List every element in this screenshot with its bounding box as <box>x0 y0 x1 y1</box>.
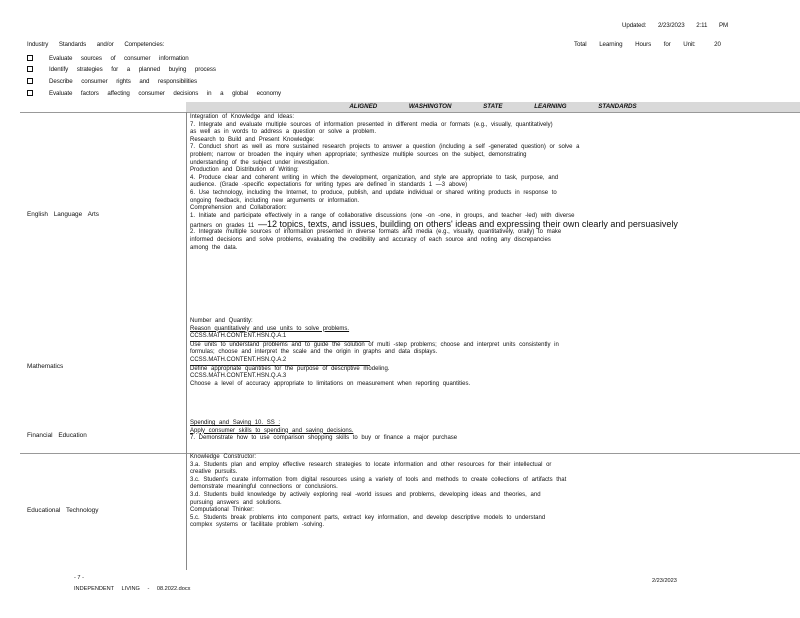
subject-edtech: Educational Technology <box>27 507 99 514</box>
page-title: Industry Standards and/or Competencies: <box>27 41 165 48</box>
bullet-box-icon <box>27 90 33 96</box>
edtech-standards: Knowledge Constructor: 3.a. Students plan and employ effective research strategies to locate information and other resources for their intellectual or creative pursuits. 3.c. Student's curate information from digital resources using a variety of tools and methods to create collections of artifacts that demonstrate meaningful connections or conclusions. 3.d. Students build knowledge by actively exploring real -world issues and problems, developing ideas and theories, and pursuing answers and solutions. Computational Thinker: 5.c. Students break problems into component parts, extract key information, and develop descriptive models to understand complex systems or facilitate problem -solving. <box>190 454 567 529</box>
footer-date: 2/23/2023 <box>652 578 677 584</box>
financial-standards: Spending and Saving 10. SS : Apply consumer skills to spending and saving decisions. 7. Demonstrate how to use comparison shopping skills to buy or finance a major purchase <box>190 420 458 442</box>
updated-date: 2/23/2023 <box>657 22 685 29</box>
subject-math: Mathematics <box>27 363 64 370</box>
ela-standards: Integration of Knowledge and Ideas: 7. Integrate and evaluate multiple sources of information presented in different media or formats (e.g., visually, quantitatively) as well as in words to address a question or solve a problem. Research to Build and Present Knowledge: 7. Conduct short as well as more sustained research projects to answer a question (including a self -generated question) or solve a problem; narrow or broaden the inquiry when appropriate; synthesize multiple sources on the subject, demonstrating understanding of the subject under investigation. Production and Distribution of Writing: 4. Produce clear and coherent writing in which the development, organization, and style are appropriate to task, purpose, and audience. (Grade -specific expectations for writing types are defined in standards 1 —3 above) 6. Use technology, including the Internet, to produce, publish, and update individual or shared writing products in response to ongoing feedback, including new arguments or information. Comprehension and Collaboration: 1. Initiate and participate effectively in a range of collaborative discussions (one -on -one, in groups, and teacher -led) with diverse partners on grades 11 —12 topics, texts, and issues, building on others' ideas and expressing their own clearly and persuasively 2. Integrate multiple sources of information presented in diverse formats and media (e.g., visually, quantitatively, orally) to make informed decisions and solve problems, evaluating the credibility and accuracy of each source and noting any discrepancies among the data. <box>190 114 678 251</box>
competency-item: Identify strategies for a planned buying process <box>27 66 216 73</box>
math-standards: Number and Quantity: Reason quantitatively and use units to solve problems. CCSS.MATH.CONTENT.HSN.Q.A.1 Use units to understand problems and to guide the solution of multi -step problems; choose and interpret units consistently in formulas; choose and interpret the scale and the origin in graphs and data displays. CCSS.MATH.CONTENT.HSN.Q.A.2 Define appropriate quantities for the purpose of descriptive modeling. CCSS.MATH.CONTENT.HSN.Q.A.3 Choose a level of accuracy appropriate to limitations on measurement when reporting quantities. <box>190 318 559 387</box>
column-divider <box>186 112 187 570</box>
updated-label: Updated: <box>622 22 647 29</box>
updated-time: 2:11 PM <box>696 22 729 29</box>
competency-item: Evaluate factors affecting consumer decisions in a global economy <box>27 90 281 97</box>
standards-banner: ALIGNED WASHINGTON STATE LEARNING STANDARDS <box>186 102 800 112</box>
footer-filename: INDEPENDENT LIVING - 08.2022.docx <box>74 586 191 592</box>
competency-item: Describe consumer rights and responsibilities <box>27 78 197 85</box>
page-number: - 7 - <box>74 575 84 581</box>
total-hours <box>574 41 721 48</box>
bullet-box-icon <box>27 66 33 72</box>
subject-ela: English Language Arts <box>27 211 99 218</box>
total-hours-label: Total Learning Hours for Unit: <box>574 41 696 48</box>
total-hours-value: 20 <box>714 41 721 48</box>
subject-financial: Financial Education <box>27 432 87 439</box>
updated-stamp <box>622 22 728 29</box>
bullet-box-icon <box>27 78 33 84</box>
competency-item: Evaluate sources of consumer information <box>27 55 189 62</box>
divider <box>20 112 800 113</box>
bullet-box-icon <box>27 55 33 61</box>
